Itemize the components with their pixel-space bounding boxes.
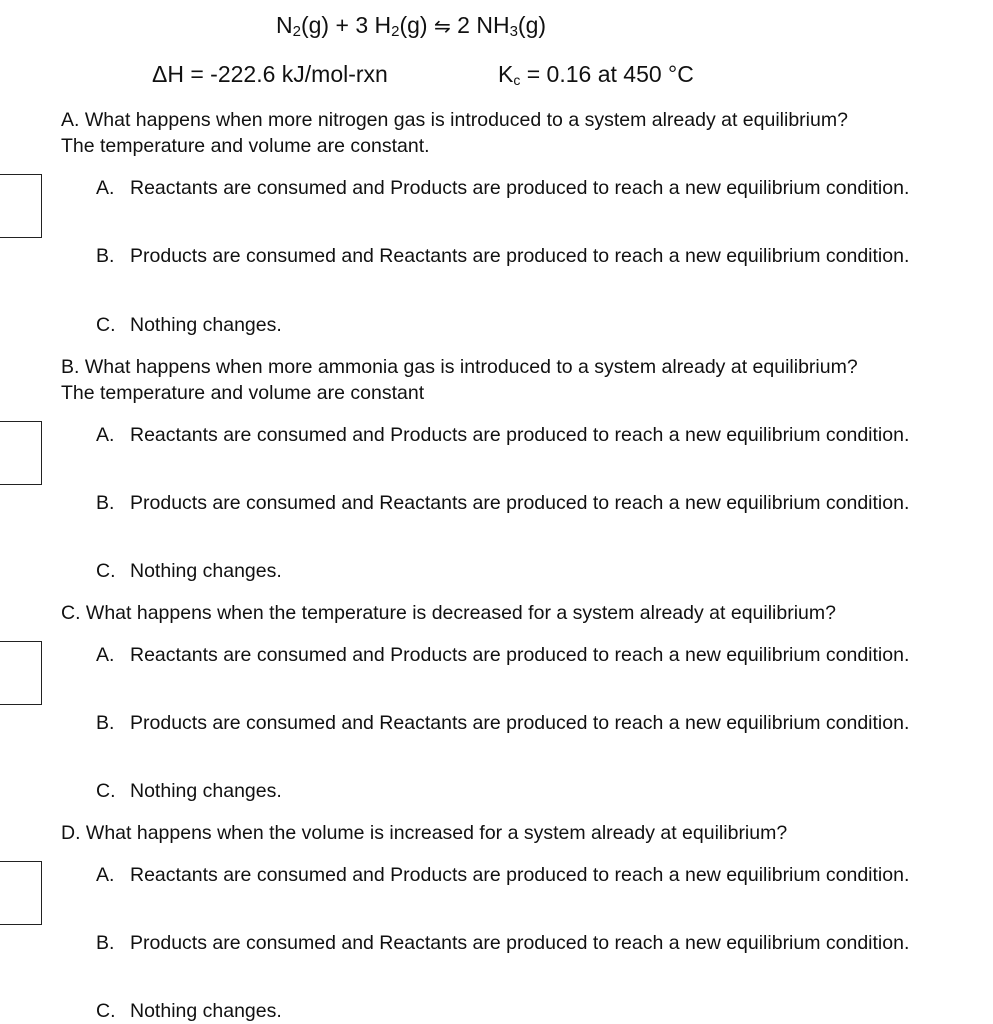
answer-box-d[interactable] (0, 861, 42, 925)
question-a-line2: The temperature and volume are constant. (61, 135, 430, 157)
question-c-line1: C. What happens when the temperature is decreased for a system already at equilibrium? (61, 602, 836, 624)
equilibrium-constant: Kc = 0.16 at 450 °C (498, 61, 694, 88)
enthalpy-change: ΔH = -222.6 kJ/mol-rxn (152, 61, 388, 87)
question-b-line1: B. What happens when more ammonia gas is introduced to a system already at equilibrium? (61, 356, 858, 378)
question-d-line1: D. What happens when the volume is increased for a system already at equilibrium? (61, 822, 788, 844)
question-a-line1: A. What happens when more nitrogen gas is introduced to a system already at equilibrium? (61, 109, 848, 131)
question-b-line2: The temperature and volume are constant (61, 382, 425, 404)
reaction-equation: $N_2(g) + 3$ $H_2(g)$ ⇋ 2 $NH_3(g)$ (276, 12, 547, 40)
equilibrium-arrow-icon: ⇋ (433, 14, 451, 38)
answer-box-b[interactable] (0, 421, 42, 485)
answer-box-a[interactable] (0, 174, 42, 238)
answer-box-c[interactable] (0, 641, 42, 705)
